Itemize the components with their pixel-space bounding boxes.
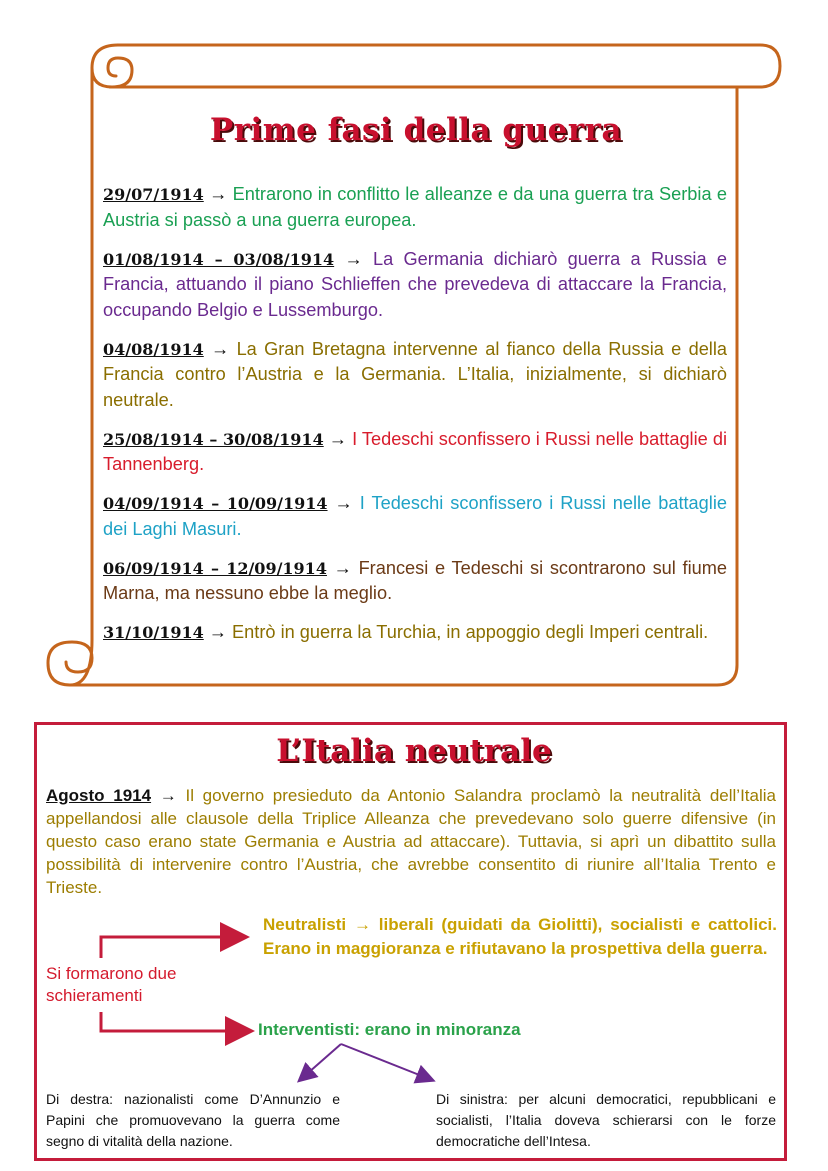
event-text: I Tedeschi sconfissero i Russi nelle battaglie dei Laghi Masuri. <box>103 493 727 539</box>
intro-paragraph <box>46 784 776 899</box>
intro-text: Il governo presieduto da Antonio Salandra proclamò la neutralità dell’Italia appellandosi alle clausole della Triplice Alleanza che prevedevano solo guerre difensive (in questo caso erano state Germania e Austria ad attaccare). Tuttavia, si aprì un dibattito sulla possibilità di intervenire contro l’Austria, che avrebbe consentito di riunire all’Italia Trento e Trieste. <box>46 786 776 897</box>
event-text: I Tedeschi sconfissero i Russi nelle battaglie di Tannenberg. <box>103 428 727 474</box>
event-item <box>103 247 727 324</box>
event-date: 04/09/1914 – 10/09/1914 <box>103 494 328 513</box>
schieramenti-label: Si formarono due schieramenti <box>46 964 177 1005</box>
arrow-right-icon: → <box>203 338 237 359</box>
interventisti-text: Interventisti: erano in minoranza <box>258 1020 521 1039</box>
arrow-right-icon: → <box>203 184 233 204</box>
event-item <box>103 556 727 607</box>
event-item <box>103 620 727 646</box>
sinistra-text: Di sinistra: per alcuni democratici, repubblicani e socialisti, l’Italia doveva schierarsi con le forze democratiche dell’Intesa. <box>436 1091 776 1149</box>
event-item <box>103 491 727 542</box>
event-list <box>103 182 727 659</box>
arrow-right-icon: → <box>323 428 353 449</box>
event-text: La Gran Bretagna intervenne al fianco della Russia e della Francia contro l’Austria e la Germania. L’Italia, inizialmente, si dichiarò neutrale. <box>103 338 728 410</box>
event-text: Entrarono in conflitto le alleanze e da una guerra tra Serbia e Austria si passò a una guerra europea. <box>103 184 728 230</box>
event-text: Francesi e Tedeschi si scontrarono sul fiume Marna, ma nessuno ebbe la meglio. <box>103 557 728 603</box>
event-date: 29/07/1914 <box>103 185 204 204</box>
event-date: 04/08/1914 <box>103 339 204 359</box>
intro-date: Agosto 1914 <box>46 786 152 805</box>
event-date: 06/09/1914 – 12/09/1914 <box>103 558 327 578</box>
arrow-right-icon: → <box>334 248 373 269</box>
arrow-right-icon: → <box>203 622 233 642</box>
event-item <box>103 427 727 478</box>
arrow-right-icon: → <box>151 786 186 805</box>
neutralisti-text: Neutralisti → liberali (guidati da Giolitti), socialisti e cattolici. Erano in maggioranza e rifiutavano la prospettiva della guerra. <box>263 915 777 958</box>
event-item <box>103 182 727 233</box>
event-date: 01/08/1914 – 03/08/1914 <box>103 249 335 269</box>
event-date: 31/10/1914 <box>103 623 204 642</box>
event-text: Entrò in guerra la Turchia, in appoggio degli Imperi centrali. <box>232 622 709 642</box>
section-title-prime-fasi: Prime fasi della guerra <box>209 112 623 148</box>
arrow-right-icon: → <box>326 557 359 578</box>
arrow-right-icon: → <box>327 493 360 513</box>
section-title-italia-neutrale: L’Italia neutrale <box>276 733 552 769</box>
event-text: La Germania dichiarò guerra a Russia e Francia, attuando il piano Schlieffen che prevedeva di attaccare la Francia, occupando Belgio e Lussemburgo. <box>103 248 727 320</box>
event-date: 25/08/1914 – 30/08/1914 <box>103 429 324 449</box>
event-item <box>103 337 727 414</box>
destra-text: Di destra: nazionalisti come D’Annunzio e Papini che promuovevano la guerra come segno di vitalità della nazione. <box>46 1091 340 1149</box>
